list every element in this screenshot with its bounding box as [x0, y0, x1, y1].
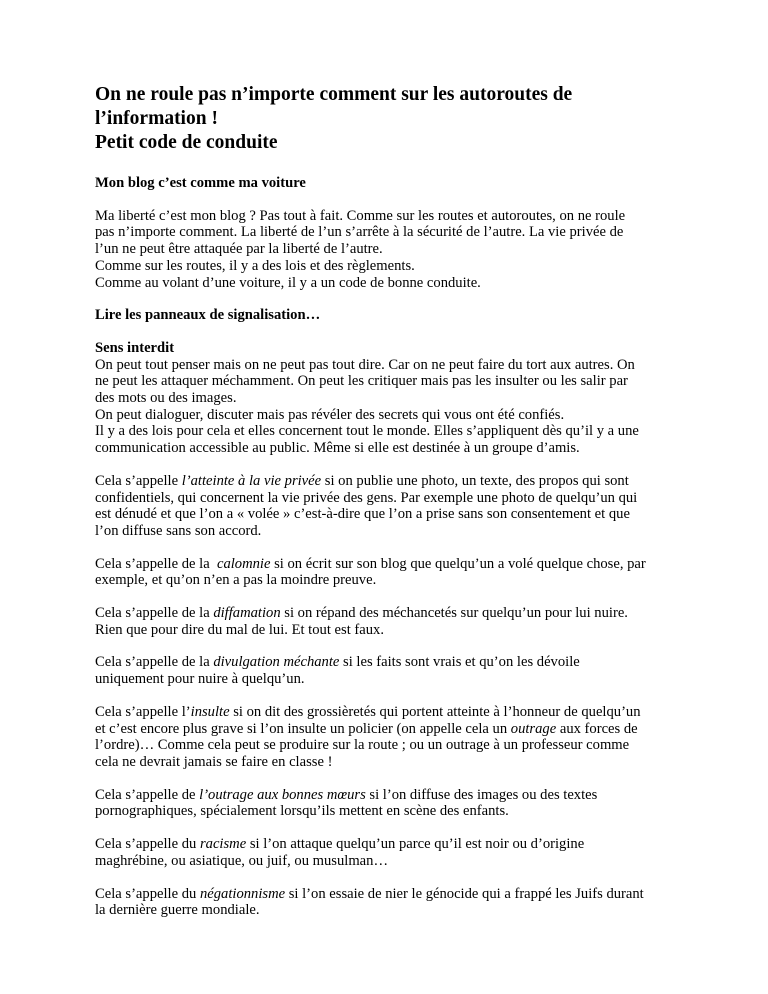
- text-run: Cela s’appelle de la: [95, 654, 214, 671]
- text-line: l’on diffuse sans son accord.: [95, 522, 262, 539]
- section-heading-signs: Lire les panneaux de signalisation…: [95, 307, 321, 324]
- text-line: On peut dialoguer, discuter mais pas révéler des secrets qui vous ont été confiés.: [95, 406, 565, 423]
- text-run: Cela s’appelle de: [95, 786, 200, 803]
- text-run: et c’est encore plus grave si l’on insulte un policier (on appelle cela un: [95, 720, 511, 737]
- text-line: maghrébine, ou asiatique, ou juif, ou musulman…: [95, 852, 389, 869]
- text-run: si on répand des méchancetés sur quelqu’un pour lui nuire.: [280, 605, 628, 622]
- text-line: la dernière guerre mondiale.: [95, 902, 260, 919]
- legal-term-vie-privee: l’atteinte à la vie privée: [181, 472, 322, 489]
- legal-term-outrage-moeurs: l’outrage aux bonnes mœurs: [199, 786, 366, 803]
- text-line: Comme au volant d’une voiture, il y a un code de bonne conduite.: [95, 274, 481, 291]
- text-line: exemple, et qu’on n’en a pas la moindre preuve.: [95, 572, 377, 589]
- legal-term-calomnie: calomnie: [216, 555, 271, 572]
- racisme-paragraph: [95, 836, 688, 869]
- calomnie-paragraph: [95, 556, 688, 589]
- text-line: [95, 836, 688, 853]
- text-line: [95, 721, 688, 738]
- text-run: si l’on attaque quelqu’un parce qu’il est noir ou d’origine: [246, 836, 585, 853]
- legal-term-racisme: racisme: [199, 836, 247, 853]
- text-run: Cela s’appelle l’: [95, 703, 191, 720]
- text-run: si on publie une photo, un texte, des propos qui sont: [321, 472, 629, 489]
- text-line: pornographiques, spécialement lorsqu’ils mettent en scène des enfants.: [95, 803, 509, 820]
- text-line: Il y a des lois pour cela et elles concernent tout le monde. Elles s’appliquent dès qu’il y a une: [95, 423, 639, 440]
- legal-term-diffamation: diffamation: [213, 605, 281, 622]
- vie-privee-paragraph: [95, 473, 688, 540]
- text-line: uniquement pour nuire à quelqu’un.: [95, 671, 305, 688]
- text-line: [95, 473, 688, 490]
- divulgation-paragraph: [95, 654, 688, 687]
- outrage-moeurs-paragraph: [95, 787, 688, 820]
- legal-term-insulte: insulte: [190, 703, 230, 720]
- title-line-2: l’information !: [95, 108, 218, 129]
- text-run: Cela s’appelle du: [95, 885, 200, 902]
- text-line: pas n’importe comment. La liberté de l’un s’arrête à la sécurité de l’autre. La vie privée de: [95, 224, 624, 241]
- subheading-sens-interdit: Sens interdit: [95, 339, 175, 356]
- text-run: Cela s’appelle de la: [95, 605, 214, 622]
- text-line: cela ne devrait jamais se faire en classe !: [95, 753, 333, 770]
- text-run: si l’on essaie de nier le génocide qui a frappé les Juifs durant: [285, 885, 644, 902]
- diffamation-paragraph: [95, 605, 688, 638]
- text-run: si l’on diffuse des images ou des textes: [365, 786, 598, 803]
- legal-term-negationnisme: négationnisme: [199, 885, 286, 902]
- text-line: [95, 654, 688, 671]
- text-line: Comme sur les routes, il y a des lois et des règlements.: [95, 257, 415, 274]
- text-line: [95, 556, 688, 573]
- text-line: [95, 605, 688, 622]
- text-line: des mots ou des images.: [95, 390, 237, 407]
- intro-paragraph: [95, 208, 688, 292]
- text-run: Cela s’appelle de la: [95, 555, 217, 572]
- text-line: ne peut les attaquer méchamment. On peut les critiquer mais pas les insulter ou les salir par: [95, 373, 628, 390]
- text-line: l’ordre)… Comme cela peut se produire sur la route ; ou un outrage à un professeur comme: [95, 737, 630, 754]
- text-line: On peut tout penser mais on ne peut pas tout dire. Car on ne peut faire du tort aux autres. On: [95, 356, 635, 373]
- legal-term-divulgation: divulgation méchante: [213, 654, 340, 671]
- text-run: si les faits sont vrais et qu’on les dévoile: [339, 654, 580, 671]
- text-line: l’un ne peut être attaquée par la liberté de l’autre.: [95, 241, 383, 258]
- text-line: confidentiels, qui concernent la vie privée des gens. Par exemple une photo de quelqu’un qui: [95, 489, 638, 506]
- text-run: Cela s’appelle: [95, 472, 182, 489]
- insulte-paragraph: [95, 704, 688, 771]
- text-run: si on écrit sur son blog que quelqu’un a volé quelque chose, par: [270, 555, 646, 572]
- text-run: si on dit des grossièretés qui portent atteinte à l’honneur de quelqu’un: [229, 703, 641, 720]
- text-line: [95, 886, 688, 903]
- legal-term-outrage: outrage: [510, 720, 557, 737]
- negationnisme-paragraph: [95, 886, 688, 919]
- title-line-1: On ne roule pas n’importe comment sur les autoroutes de: [95, 84, 573, 105]
- text-line: [95, 787, 688, 804]
- text-line: communication accessible au public. Même si elle est destinée à un groupe d’amis.: [95, 440, 580, 457]
- text-run: Cela s’appelle du: [95, 836, 200, 853]
- text-line: Rien que pour dire du mal de lui. Et tout est faux.: [95, 621, 384, 638]
- text-line: [95, 704, 688, 721]
- sens-interdit-paragraph: [95, 340, 688, 457]
- text-line: est dénudé et que l’on a « volée » c’est-à-dire que l’on a prise sans son consentement et que: [95, 506, 630, 523]
- title-line-3: Petit code de conduite: [95, 132, 278, 153]
- text-line: Ma liberté c’est mon blog ? Pas tout à fait. Comme sur les routes et autoroutes, on ne roule: [95, 207, 626, 224]
- document-body: [95, 175, 688, 919]
- document-title: [95, 83, 688, 155]
- text-run: aux forces de: [556, 720, 638, 737]
- section-heading-blog: Mon blog c’est comme ma voiture: [95, 175, 306, 191]
